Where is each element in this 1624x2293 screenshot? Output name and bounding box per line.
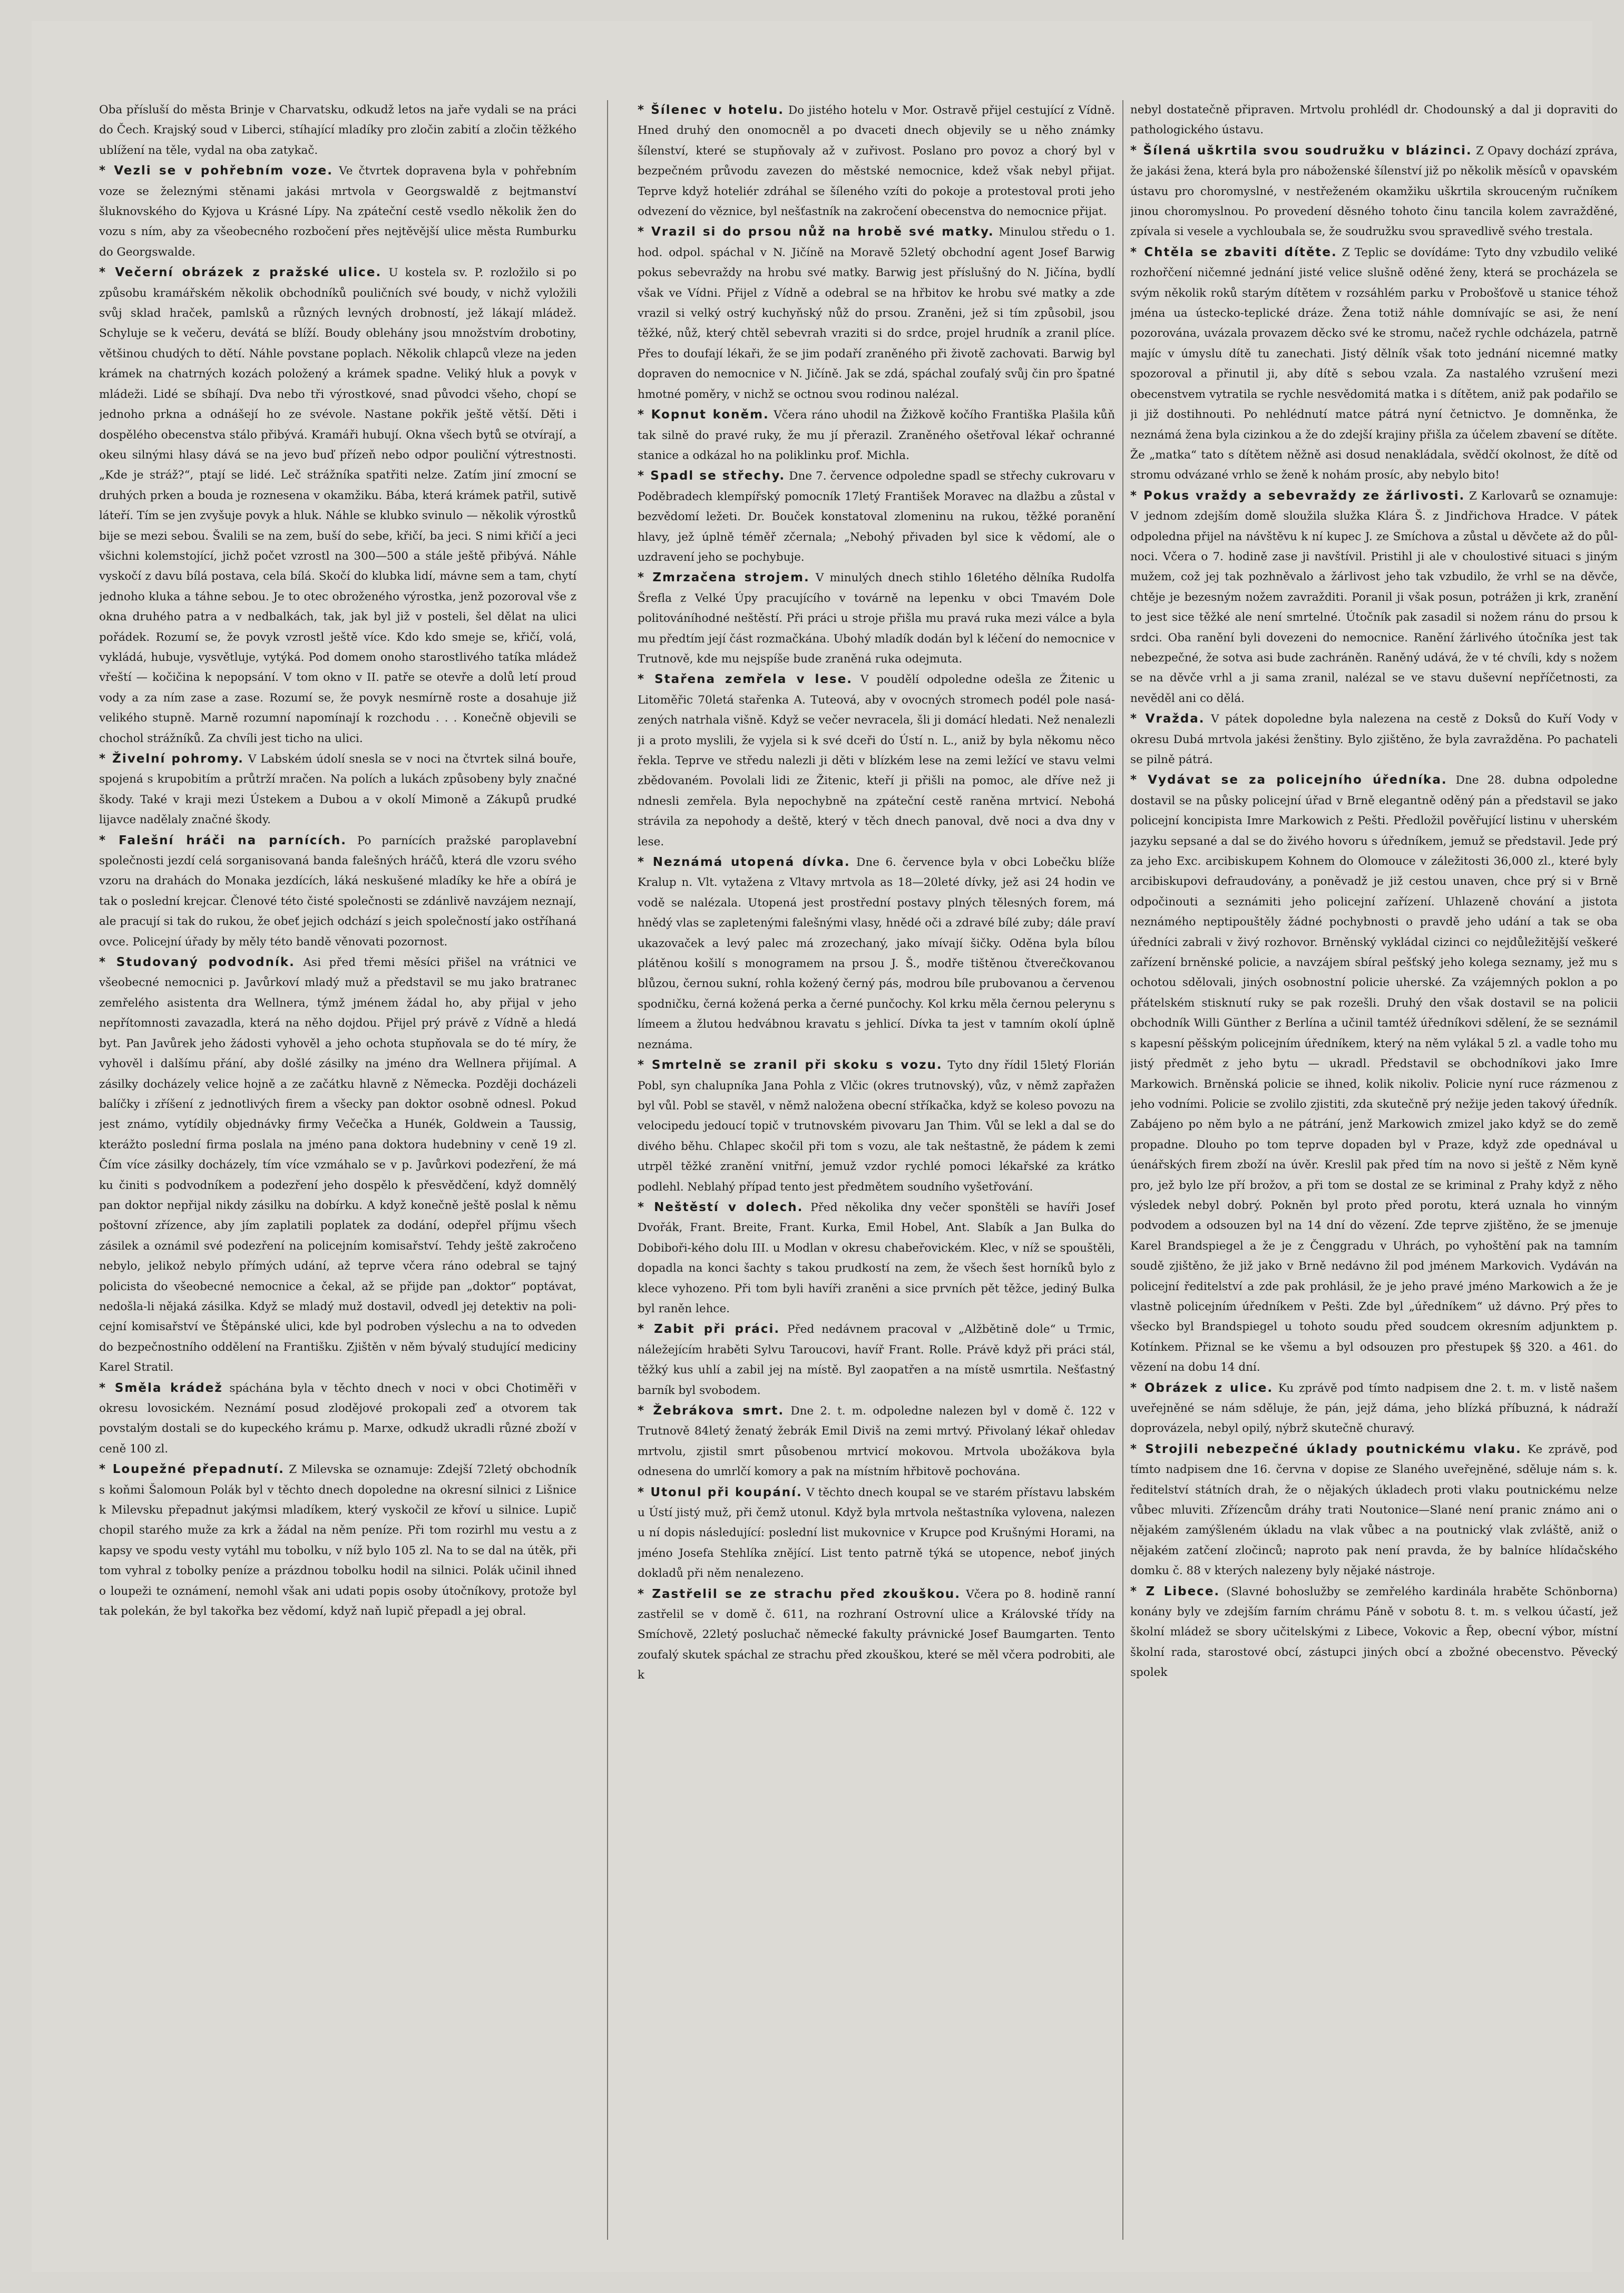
news-headline: * Živelní pohromy. <box>99 752 244 766</box>
news-item <box>1130 100 1618 141</box>
news-text: Ku zprávě pod tímto nadpisem dne 2. t. m. v listě našem uveřejněné se nám sděluje, že pán, jejž dáma, jeho blízká příbuzná, k nádraží doprovázela, nebyl opilý, nýbrž skutečně churavý. <box>1130 1381 1618 1436</box>
news-headline: * Vražda. <box>1130 712 1205 726</box>
news-text: Asi před třemi měsíci přišel na vrátnici ve všeobecné nemocnici p. Javůrkoví mladý muž a představil se mu jako bratranec zemřelého asistenta dra Wellnera, týmž jménem žádal ho, aby přijal v jeho nepřítomnosti zavazadla, která na něho dojdou. Přijel prý právě z Vídně a hledá byt. Pan Javůrek jeho žádosti vyhověl a jeho ochota stupňovala se do té míry, že vyhověl i dalšímu přání, aby došlé zásilky na jméno dra Wellnera přijímal. A zásilky docházely velice hojně a ze začátku hlavně z Německa. Později docházeli balíčky i zříšení z jednotlivých firem a všecky pan doktor osobně odnesl. Pokud jest známo, vytídily objednávky firmy Večečka a Hunék, Goldwein a Taussig, kterážto poslední firma poslala na jméno pana doktora hudebniny v ceně 19 zl. Čím více zásilky docházely, tím více vzmáhalo se v p. Javůrkovi podezření, že má ku činiti s podvodníkem a podezření jeho dospělo k přesvědčení, když domnělý pan doktor nepřijal nikdy zásilku na dobírku. A když konečně ještě poslal k němu poštovní zřízence, aby jím zaplatili poplatek za dodání, odepřel příjmu všech zásilek a oznámil své podezření na policejním komisařství. Tehdy ještě zakročeno nebylo, jelikož nebylo přímých udání, až teprve včera ráno odebral se tajný policista do všeobecné nemocnice a čekal, až se přijde pan „doktor“ poptávat, nedošla-li nějaká zásilka. Když se mladý muž dostavil, odvedl jej detektiv na policejní komisařství ve Štěpánské ulici, kde byl podroben výslechu a na to odveden do bezpečnostního oddělení na Františku. Zjištěn v něm bývalý studující mediciny Karel Stratil. <box>99 956 576 1374</box>
news-headline: * Chtěla se zbaviti dítěte. <box>1130 246 1337 259</box>
news-headline: * Loupežné přepadnutí. <box>99 1462 285 1476</box>
news-headline: * Vydávat se za policejního úředníka. <box>1130 773 1447 787</box>
newspaper-page <box>32 21 1618 2272</box>
news-text: Z Karlovarů se oznamuje: V jednom zdejším domě sloužila služka Klára Š. z Jindřichova Hradce. V pátek odpoledna přijel na návštěvu k ní kupec J. ze Smíchova a zůstal u děvčete až do půlnoci. Včera o 7. hodině zase ji navštívil. Pristihl ji ale v choulostivé situaci s jiným mužem, což jej tak pozhněvalo a žárlivost jeho tak vzbudilo, že vrhl se na děvče, chtěje je bezesným nožem zavražditi. Poranil ji však posun, potrážen ji krk, zranění to jest sice těžké ale není smrtelné. Útočník pak zasadil si nožem ránu do prsou k srdci. Oba ranění byli dovezeni do nemocnice. Ranění žárlivého útočníka jest tak nebezpečné, že sotva asi bude zachráněn. Raněný udává, že v té chvíli, kdy s nožem se na děvče vrhl a ji sama zranil, nalézal se ve stavu duševní nepříčetnosti, za nevěděl ani co dělá. <box>1130 489 1618 705</box>
news-text: nebyl dostatečně připraven. Mrtvolu prohlédl dr. Chodounský a dal ji dopraviti do pathologického ústavu. <box>1130 103 1618 137</box>
news-headline: * Vrazil si do prsou nůž na hrobě své matky. <box>638 225 994 239</box>
news-text: Tyto dny řídil 15letý Florián Pobl, syn chalupníka Jana Pohla z Vlčic (okres trutnovský), vůz, v němž zapřažen byl vůl. Pobl se stavěl, v němž naložena obecní stříkačka, když se koleso povozu na velocipedu jedoucí topič v trutnovském pivovaru Jan Thim. Vůl se lekl a dal se do divého běhu. Chlapec skočil při tom s vozu, ale tak neštastně, že pádem k zemi utrpěl těžké zranění vnitřní, jemuž vzdor rychlé pomoci lékařské za krátko podlehl. Neblahý případ tento jest předmětem soudního vyšetřování. <box>638 1059 1115 1194</box>
news-item <box>99 100 576 161</box>
news-headline: * Vezli se v pohřebním voze. <box>99 164 333 178</box>
news-headline: * Zabit při práci. <box>638 1322 780 1336</box>
news-item <box>1130 141 1618 242</box>
news-headline: * Pokus vraždy a sebevraždy ze žárlivosti. <box>1130 489 1465 503</box>
news-headline: * Žebrákova smrt. <box>638 1404 784 1418</box>
news-text: V poudělí odpoledne odešla ze Žitenic u Litoměřic 70letá stařenka A. Tuteová, aby v ovocných stromech podél pole nasázených natrhala višně. Když se večer nevracela, šli ji domácí hledati. Než nenalezli ji a proto myslili, že vyjela si k své dceři do Ústí n. L., aniž by byla někomu něco řekla. Teprve ve středu nalezli ji děti v blízkém lese na zemi ležící ve stavu velmi zbědovaném. Povolali lidi ze Žitenic, kteří ji přišli na pomoc, ale dříve než ji ndnesli zemřela. Byla nepochybně na zpáteční cestě raněna mrtvicí. Nebohá strávila za nepohody a deště, který v těch dnech panoval, dvě noci a dva dny v lese. <box>638 673 1115 848</box>
news-item <box>638 1401 1115 1482</box>
news-item <box>638 1584 1115 1686</box>
news-item <box>638 405 1115 466</box>
news-headline: * Strojili nebezpečné úklady poutnickému vlaku. <box>1130 1442 1522 1456</box>
news-item <box>638 1197 1115 1319</box>
news-item <box>638 669 1115 852</box>
column-rule <box>1122 100 1123 2240</box>
news-text: Včera ráno uhodil na Žižkově kočího Františka Plašila kůň tak silně do pravé ruky, že mu jí přerazil. Zraněného ošetřoval lékař ochranné stanice a odkázal ho na poliklinku prof. Michla. <box>638 408 1115 462</box>
news-text: V pátek dopoledne byla nalezena na cestě z Doksů do Kuří Vody v okresu Dubá mrtvola jakési ženštiny. Bylo zjištěno, že byla zavražděna. Po pachateli se pilně pátrá. <box>1130 713 1618 766</box>
news-text: Minulou středu o 1. hod. odpol. spáchal v N. Jičíně na Moravě 52letý obchodní agent Josef Barwig pokus sebevraždy na hrobu své matky. Barwig jest příslušný do N. Jičína, bydlí však ve Vídni. Přijel z Vídně a odebral se na hřbitov ke hrobu své matky a zde vrazil si velký ostrý kuchyňský nůž do prsou. Zraněni, jež si tím způsobil, jsou těžké, nůž, který chtěl sebevrah vraziti si do srdce, projel hrudník a zranil plíce. Přes to doufají lékaři, že se jim podaří zraněného při životě zachovati. Barwig byl dopraven do nemocnice v N. Jičíně. Jak se zdá, spáchal zoufalý svůj čin pro špatné hmotné poměry, v nichž se octnou svou rodinou nalézal. <box>638 226 1115 401</box>
news-item <box>638 852 1115 1055</box>
news-item <box>1130 1439 1618 1582</box>
news-text: Včera po 8. hodině ranní zastřelil se v domě č. 611, na rozhraní Ostrovní ulice a Královské třídy na Smíchově, 22letý posluchač německé fakulty právnické Josef Baumgarten. Tento zoufalý skutek spáchal ze strachu před zkouškou, které se měl včera podrobiti, ale k <box>638 1587 1115 1682</box>
news-headline: * Neštěstí v dolech. <box>638 1201 803 1214</box>
news-item <box>638 1055 1115 1197</box>
news-headline: * Večerní obrázek z pražské ulice. <box>99 266 381 279</box>
news-item <box>99 262 576 749</box>
news-text: V těchto dnech koupal se ve starém přístavu labském u Ústí jistý muž, při čemž utonul. Když byla mrtvola neštastníka vylovena, nalezen u ní dopis následující: poslední list mukovnice v Krupce pod Krušnými Horami, na jméno Josefa Stehlíka znějící. List tento patrně týká se utopence, neboť jiných dokladů při něm nenalezeno. <box>638 1486 1115 1580</box>
news-headline: * Studovaný podvodník. <box>99 955 295 969</box>
news-item <box>99 1378 576 1460</box>
news-text: Ve čtvrtek dopravena byla v pohřebním voze se železnými stěnami jakási mrtvola v Georgswaldě z bejtmanství šluknovského do Kyjova u Krásné Lípy. Na zpáteční cestě vsedlo několik žen do vozu s ním, aby za všeobecného rozbočení přes nejtěvější ulice města Rumburku do Georgswalde. <box>99 164 576 259</box>
news-headline: * Smrtelně se zranil při skoku s vozu. <box>638 1058 943 1072</box>
news-headline: * Šílená uškrtila svou soudružku v blázinci. <box>1130 144 1472 158</box>
news-headline: * Utonul při koupání. <box>638 1486 803 1499</box>
news-item <box>1130 709 1618 770</box>
news-headline: * Stařena zemřela v lese. <box>638 672 853 686</box>
news-item <box>1130 1378 1618 1439</box>
news-text: Ke zprávě, pod tímto nadpisem dne 16. června v dopise ze Slaného uveřejněné, sděluje nám s. k. ředitelství státních drah, že o nějakých úkladech proti vlaku poutnickému nelze vůbec mluviti. Zřízencům dráhy trati Noutonice—Slané není pranic známo ani o nějakém zamýšleném úkladu na vlak vůbec a na poutnický vlak zvláště, aniž o nějakém zatčení zločinců; naproto pak není pravda, že by balníce hlídačského domku č. 88 v kterých nalezeny byly nějaké nástroje. <box>1130 1442 1618 1578</box>
news-item <box>99 831 576 952</box>
news-item <box>99 161 576 262</box>
news-text: Z Teplic se dovídáme: Tyto dny vzbudilo veliké rozhořčení ničemné jednání jisté velice slušně oděné ženy, která se procházela se svým několik roků starým dítětem v rozsáhlém parku v Probošťově u stanice téhož jména ua ústecko-teplické dráze. Žena totiž náhle domnívajíc se asi, že není pozorována, uvázala provazem děcko své ke stromu, načež rychle odcházela, patrně majíc v úmyslu dítě tu zanechati. Jistý dělník však toto jednání nicemné matky spozoroval a přinutil ji, aby dítě s sebou vzala. Za nastalého vzrušení mezi obecenstvem vytratila se rychle nesvědomitá matka i s dítětem, aniž pak podařilo se ji již dostihnouti. Po nehlédnutí matce pátrá nyní četnictvo. Je domněnka, že neznámá žena byla cizinkou a že do zdejší krajiny přišla za účelem zbavení se dítěte. Že „matka“ tato s dítětem něžně asi dosud nenakládala, svědčí okolnost, že dítě od stromu odvázané vrhlo se ženě k nohám prosíc, aby nebylo bito! <box>1130 246 1618 482</box>
column-rule <box>607 100 608 2240</box>
news-headline: * Směla krádež <box>99 1381 223 1395</box>
news-text: Do jistého hotelu v Mor. Ostravě přijel cestující z Vídně. Hned druhý den onomocněl a po dvaceti dnech objevily se u něho známky šílenství, které se stupňovaly až v zuřivost. Poslano pro povoz a chorý byl v bezpečném průvodu zavezen do městské nemocnice, kdež však nebyl přijat. Teprve když hoteliér zdráhal se šíleného vzíti do pokoje a protestoval proti jeho odvezení do věznice, byl nešťastník na zakročení obecenstva do nemocnice přijat. <box>638 104 1115 219</box>
news-item <box>638 1319 1115 1401</box>
news-item <box>638 466 1115 568</box>
news-item <box>1130 770 1618 1378</box>
news-text: Před několika dny večer sponštěli se havíři Josef Dvořák, Frant. Breite, Frant. Kurka, Emil Hobel, Ant. Slabík a Jan Bulka do Dobiboři-kého dolu III. u Modlan v okresu chabeřovickém. Klec, v níž se spouštěli, dopadla na konci šachty s takou prudkostí na zem, že všech šest horníků bylo z klece vyhozeno. Při tom byli havíři zraněni a sice prvních pět těžce, jediný Bulka byl raněn lehce. <box>638 1201 1115 1315</box>
news-item <box>638 100 1115 222</box>
news-headline: * Zastřelil se ze strachu před zkouškou. <box>638 1587 961 1601</box>
news-item <box>99 952 576 1378</box>
news-item <box>99 1459 576 1622</box>
column-2 <box>638 100 1115 2240</box>
news-headline: * Zmrzačena strojem. <box>638 571 810 584</box>
news-text: Z Milevska se oznamuje: Zdejší 72letý obchodník s koňmi Šalomoun Polák byl v těchto dnech dopoledne na okresní silnici z Lišnice k Milevsku přepadnut jakýmsi mladíkem, který vyskočil ze křoví u silnice. Lupič chopil starého muže za krk a žádal na něm peníze. Při tom rozirhl mu vestu a z kapsy ve spodu vesty vytáhl mu tobolku, v níž bylo 105 zl. Na to se dal na útěk, při tom vyhral z tobolky peníze a prázdnou tobolku hodil na silnici. Polák učinil ihned o loupeži te oznámení, nemohl však ani udati popis osoby útočníkovy, protože byl tak polekán, že byl takořka bez vědomí, když naň lupič přepadl a jej obral. <box>99 1463 576 1618</box>
news-text: Dne 6. července byla v obci Lobečku blíže Kralup n. Vlt. vytažena z Vltavy mrtvola as 18—20leté dívky, jež asi 24 hodin ve vodě se nalézala. Utopená jest prostřední postavy plných tělesných forem, má hnědý vlas se zapletenými falešnými vlasy, hnědé oči a zdravé bílé zuby; dále praví ukazovaček a levý palec má zrozechaný, jako mívají šičky. Oděna byla bílou plátěnou košilí s monogramem na prsou J. Š., modře tištěnou čtverečkovanou blůzou, černou sukní, rohla kožený černý pás, modrou bíle prubovanou a červenou spodničku, černá kožená perka a černé punčochy. Kol krku měla černou pelerynu s límeem a žlutou hedvábnou kravatu s jehlicí. Dívka ta jest v tamním okolí úplně neznáma. <box>638 856 1115 1051</box>
news-text: Po parnících pražské paroplavební společnosti jezdí celá sorganisovaná banda falešných hráčů, která dle vzoru svého vzoru na drahách do Monaka jezdících, láká neskušené mladíky ke hře a obírá je tak o poslední krejcar. Členové této čisté společnosti se zdánlivě navzájem neznají, ale pracují si tak do rukou, že obeť jejich odchází s jeich společností jako ostříhaná ovce. Policejní úřady by měly této bandě věnovati pozornost. <box>99 834 576 949</box>
news-text: Dne 28. dubna odpoledne dostavil se na půsky policejní úřad v Brně elegantně oděný pán a představil se jako policejní koncipista Imre Markowich z Pešti. Předložil pověřující listinu v uherském jazyku sepsané a dal se do živého hovoru s úředníkem, jemuž se představil. Jede prý za jeho Exc. arcibiskupem Kohnem do Olomouce v záležitosti 36,000 zl., které byly arcibiskupovi defraudovány, a poněvadž je již cestou unaven, chce prý si v Brně odpočinouti a seznámiti jeho policejní zařízení. Uhlazeně chování a jistota neznámého neptipouštěly žádné pochybnosti o pravdě jeho udání a tak se oba úředníci zabrali v živý rozhovor. Brněnský vykládal cizinci co nejdůležitější veškeré zařízení brněnské policie, a navzájem sbíral pešťský jeho kolega seznamy, jež mu s ochotou sdělovali, jiných osobnostní policie uherské. Za vzájemných poklon a po přátelském stisknutí ruky se pak rozešli. Druhý den však dostavil se na policii obchodník Willi Günther z Berlína a učinil tamtéž úředníkovi sdělení, že se seznámil s kapesní pěšským policejním úředníkem, který na něm vylákal 5 zl. a vadle toho mu jistý předmět z jeho bytu — ukradl. Představil se obchodníkovi jako Imre Markowich. Brněnská policie se ihned, kolik nikoliv. Policie nyní ruce rázmenou z jeho vodními. Policie se zvolilo zjistiti, zda skutečně prý nežije jeden takový úředník. Zabájeno po něm bylo a ne pátrání, jenž Markowich zmizel jako když se do země propadne. Dlouho po tom teprve dopaden byl v Praze, když zde opednával u úenářských firem zboží na úvěr. Kreslil pak před tím na novo si ještě z Něm kyně pro, jež bylo lze pří brožov, a při tom se dostal ze se kriminal z Prahy když z něho výsledek nebyl dobrý. Pokněn byl proto před porotu, která uznala ho vinným podvodem a odsouzen byl na 14 dní do vězení. Zde teprve zjištěno, že se jmenuje Karel Brandspiegel a že je z Čenggradu v Uhrách, po vyhoštění pak na tamním soudě zjištěno, že již jako v Brně nedávno žil pod jménem Markovich. Vydáván na policejní ředitelství a zde pak prohlásil, že je jeho pravé jméno Markowich a že je vlastně policejním úředníkem v Pešti. Zde byl „úředníkem“ už dávno. Prý přes to všecko byl Brandspiegel u tohoto soudu před soudcem okresním adjunktem p. Kotínkem. Přiznal se ke všemu a byl odsouzen pro přestupek §§ 320. a 461. do vězení na dobu 14 dní. <box>1130 774 1618 1374</box>
news-headline: * Neznámá utopená dívka. <box>638 855 850 869</box>
news-headline: * Kopnut koněm. <box>638 408 769 422</box>
column-1 <box>99 100 576 2240</box>
news-item <box>638 568 1115 669</box>
news-headline: * Obrázek z ulice. <box>1130 1381 1273 1395</box>
news-headline: * Z Libece. <box>1130 1585 1220 1598</box>
news-text: U kostela sv. P. rozložilo si po způsobu kramářském několik obchodníků pouličních své boudy, v nichž vyložili svůj sklad hraček, pamlsků a různých levných drobností, jež lákají mládež. Schyluje se k večeru, devátá se blíží. Boudy oblehány jsou množstvím drobotiny, většinou chudých to dětí. Náhle povstane poplach. Několik chlapců vleze na jeden krámek na chatrných kozách položený a krámek spadne. Veliký hluk a povyk v mládeži. Lidé se sbíhají. Dva nebo tři výrostkové, snad původci všeho, chopí se jednoho prkna a odnášejí ho ze svévole. Nastane pokřik ještě větší. Děti i dospělého obecenstva stálo přibývá. Kramáři hubují. Okna všech bytů se otvírají, a okeu silnými hlasy dává se na jevo buď přízeň nebo odpor pouliční výtrestnosti. „Kde je stráž?“, ptají se lidé. Leč strážníka spatřiti nelze. Zatím jiní zmocní se druhých prken a bouda je roznesena v okamžiku. Bába, která krámek patřil, sutivě láteří. Tím se jen zvyšuje povyk a hluk. Náhle se klubko svinulo — několik výrostků bije se mezi sebou. Švalili se na zem, buší do sebe, křičí, ba jeci. S nimi křičí a jeci všichni kolemstojící, jichž počet vzrostl na 300—500 a stále ještě přibývá. Náhle vyskočí z davu bílá postava, cela bílá. Skočí do klubka lidí, mávne sem a tam, chytí jednoho kluka a táhne sebou. Je to otec obroženého výrostka, jenž pozoroval vše z okna druhého patra a v nedbalkách, tak, jak byl již v posteli, šel dělat na ulici pořádek. Rozumí se, že povyk vzrostl ještě více. Kdo kdo smeje se, křičí, volá, vykládá, hubuje, vysvětluje, vytýká. Pod domem onoho starostlivého tatíka mládež vřeští — kočičina k nepopsání. V tom okno v II. patře se otevře a dolů letí proud vody a za ním zase a zase. Rozumí se, že povyk nesmírně roste a dosahuje již velikého stupně. Marně rozumní napomínají k rozchodu . . . Konečně objevili se chochol strážníků. Za chvíli jest ticho na ulici. <box>99 266 576 745</box>
news-item <box>1130 242 1618 486</box>
news-item <box>1130 486 1618 709</box>
news-item <box>638 222 1115 405</box>
news-headline: * Falešní hráči na parnících. <box>99 834 347 847</box>
news-text: Před nedávnem pracoval v „Alžbětině dole“ u Trmic, náležejícím hraběti Sylvu Taroucovi, havíř Frant. Rolle. Právě když při práci stál, těžký kus uhlí a zabil jej na místě. Byl zaopatřen a na místě usmrtila. Nešťastný barník byl svobodem. <box>638 1323 1115 1397</box>
news-text: Z Opavy dochází zpráva, že jakási žena, která byla pro náboženské šílenství již po několik měsíců v opavském ústavu pro choromyslné, v nestřeženém okamžiku uškrtila skrouceným ručníkem jinou choromyslnou. Po provedení děsného tohoto činu tancila kolem zavražděné, zpívala si vesele a vychloubala se, že soudružku svou spravedlivě svého trestala. <box>1130 144 1618 239</box>
news-item <box>1130 1582 1618 1683</box>
news-text: Dne 7. července odpoledne spadl se střechy cukrovaru v Poděbradech klempířský pomocník 17letý František Moravec na dlažbu a zůstal v bezvědomí ležeti. Dr. Bouček konstatoval zlomeninu na rukou, těžké poranění hlavy, jež úplně téměř zčernala; „Nebohý přivaden byl sice k vědomí, ale o uzdravení jeho se pochybuje. <box>638 470 1115 564</box>
news-text: Oba přísluší do města Brinje v Charvatsku, odkudž letos na jaře vydali se na práci do Čech. Krajský soud v Liberci, stíhající mladíky pro zločin zabití a zločin těžkého ublížení na těle, vydal na oba zatykač. <box>99 103 576 157</box>
news-headline: * Spadl se střechy. <box>638 469 785 483</box>
column-3 <box>1130 100 1618 2240</box>
news-item <box>99 749 576 831</box>
news-text: (Slavné bohoslužby se zemřelého kardinála hraběte Schönborna) konány byly ve zdejším farním chrámu Páně v sobotu 8. t. m. s velkou účastí, jež školní mládež se sbory učitelskými z Libece, Vokovic a Řep, obecní výbor, místní školní rada, starostové obcí, zástupci jiných obcí a zbožné obecenstvo. Pěvecký spolek <box>1130 1585 1618 1680</box>
news-text: Dne 2. t. m. odpoledne nalezen byl v domě č. 122 v Trutnově 84letý ženatý žebrák Emil Diviš na zemi mrtvý. Přivolaný lékař ohledav mrtvolu, zjistil smrt působenou mrtvicí mokovou. Mrtvola ubožákova byla odnesena do umrlčí komory a pak na místním hřbitově pochována. <box>638 1404 1115 1479</box>
news-item <box>638 1482 1115 1584</box>
news-headline: * Šílenec v hotelu. <box>638 103 784 117</box>
news-text: V Labském údolí snesla se v noci na čtvrtek silná bouře, spojená s krupobitím a průtrží mračen. Na polích a lukách způsobeny byly značné škody. Také v kraji mezi Ústekem a Dubou a v okolí Mimoně a Zákupů prudké lijavce nadělaly značné škody. <box>99 753 576 827</box>
news-text: V minulých dnech stihlo 16letého dělníka Rudolfa Šrefla z Velké Úpy pracujícího v továrně na lepenku v obci Tmavém Dole politováníhodné neštěstí. Při práci u stroje přišla mu pravá ruka mezi válce a byla mu předtím její část rozmačkána. Ubohý mladík dodán byl k léčení do nemocnice v Trutnově, kde mu nejspíše bude zraněná ruka odejmuta. <box>638 571 1115 666</box>
news-text: spáchána byla v těchto dnech v noci v obci Chotiměři v okresu lovosickém. Neznámí posud zlodějové prokopali zeď a otvorem tak povstalým dostali se do kupeckého krámu p. Marxe, odkudž ukradli různé zboží v ceně 100 zl. <box>99 1381 576 1456</box>
